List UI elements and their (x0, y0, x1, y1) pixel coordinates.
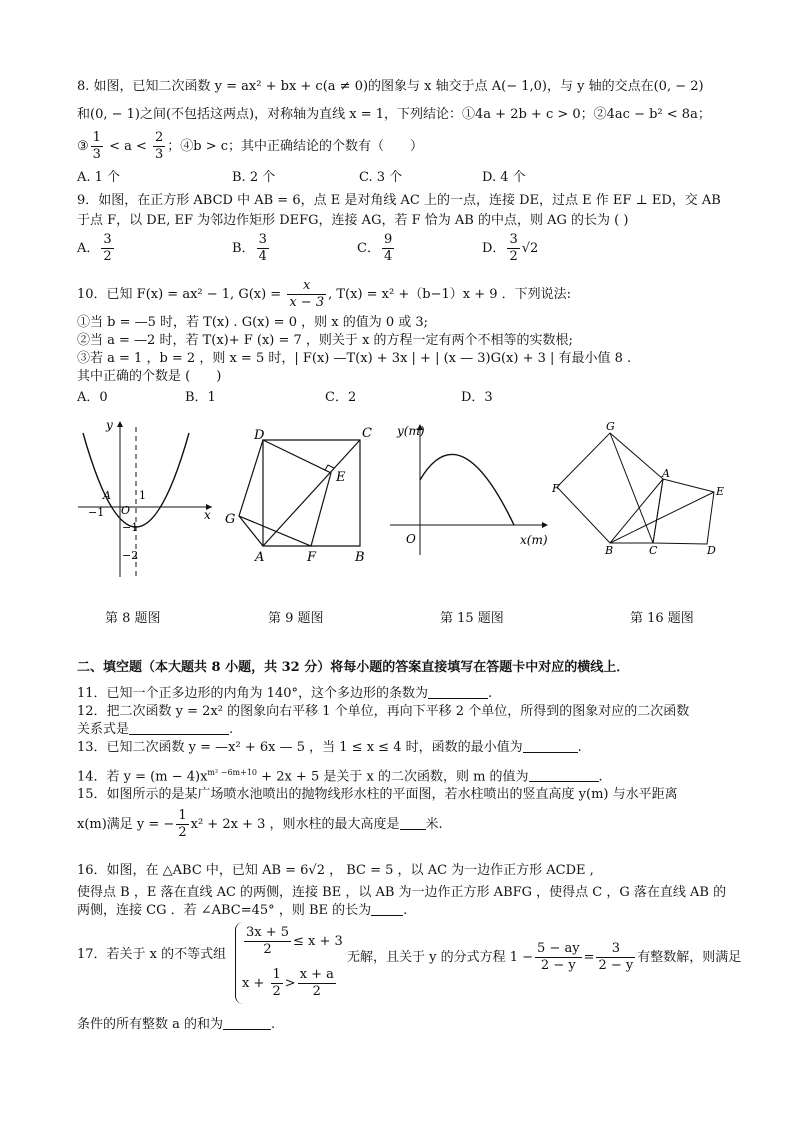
q10-line1-a: 10．已知 F(x) = ax² − 1, G(x) = (77, 287, 286, 302)
fig8-label-a: A (103, 489, 111, 502)
q17-ineq2-small-frac (271, 967, 283, 1000)
q15-text-b: x² + 2x + 3 ，则水柱的最大高度是 (190, 817, 400, 832)
fig8-label-neg1y: −1 (122, 521, 139, 534)
q13 (77, 739, 582, 757)
q13-text: 13．已知二次函数 y = —x² + 6x — 5 ，当 1 ≤ x ≤ 4 时，函数的最小值为 (77, 740, 523, 755)
q8-line3 (77, 130, 423, 163)
fig15-label-y: y(m) (397, 424, 425, 438)
q8-option-b: B. 2 个 (232, 170, 276, 185)
q10-question: 其中正确的个数是 ( ) (77, 369, 222, 384)
q9-option-c-num: 9 (383, 232, 393, 247)
q9-option-c-den: 4 (383, 249, 393, 264)
fig8-label-y: y (106, 418, 113, 432)
q15-frac (176, 808, 188, 841)
q15-frac-den: 2 (178, 825, 187, 840)
q17-line2 (77, 1016, 275, 1034)
q12-line1: 12．把二次函数 y = 2x² 的图象向右平移 1 个单位，再向下平移 2 个单位，所得到的图象对应的二次函数 (77, 704, 690, 719)
q9-line2: 于点 F，以 DE, EF 为邻边作矩形 DEFG，连接 AG，若 F 恰为 AB 的中点，则 AG 的长为 ( ) (77, 213, 629, 228)
q8-frac2 (153, 130, 165, 163)
fig15-label-x: x(m) (520, 533, 548, 547)
q10-statement2: ②当 a = —2 时，若 T(x)+ F (x) = 7 ，则关于 x 的方程一定有两个不相等的实数根; (77, 333, 573, 348)
q9-option-d-frac (507, 232, 519, 265)
q12-line2 (77, 721, 233, 739)
q9-option-a-num: 3 (103, 232, 112, 247)
q8-line3-a: ③ (77, 139, 89, 154)
q12-text: 关系式是 (77, 722, 130, 737)
fig9-label-f: F (307, 550, 317, 565)
q8-line3-c: ；④b > c；其中正确结论的个数有（ ） (167, 139, 424, 154)
q8-frac1-den: 3 (92, 147, 101, 162)
q17-ineq2-den: 2 (312, 984, 321, 999)
q16-line3 (77, 902, 407, 920)
q10-g-frac (287, 278, 326, 311)
fig8-label-o: O (121, 504, 131, 517)
q9-option-b-num: 3 (258, 232, 267, 247)
fig9-label-e: E (336, 470, 346, 485)
q9-option-c-frac (382, 232, 394, 265)
caption-fig16: 第 16 题图 (630, 611, 694, 626)
fig16-label-c: C (649, 544, 658, 557)
fig15-water-arc (420, 454, 514, 525)
section-2-header: 二、填空题（本大题共 8 小题，共 32 分）将每小题的答案直接填写在答题卡中对应的横线上． (77, 660, 630, 675)
q11-end: . (488, 686, 493, 701)
q17-equation (347, 941, 741, 974)
q9-option-b-frac (257, 232, 269, 265)
q17-inequality-1 (242, 925, 343, 958)
caption-fig9: 第 9 题图 (268, 611, 324, 626)
q14-exponent: m² −6m+10 (207, 768, 258, 777)
fig8-y-arrow (117, 421, 123, 427)
q11 (77, 685, 492, 703)
fig8-label-x: x (204, 508, 211, 522)
fig15-x-arrow (542, 522, 548, 528)
fig8-label-neg1x: −1 (88, 506, 105, 519)
q17-eq-den1: 2 − y (540, 958, 576, 973)
q9-option-a-label: A． (77, 241, 100, 256)
q17-end: . (271, 1017, 276, 1032)
q17-ineq2-head: x + (242, 976, 269, 991)
q17-ineq2-fd: 2 (272, 984, 281, 999)
figure-9 (222, 425, 382, 565)
q9-option-b-label: B． (232, 241, 255, 256)
q17-eq-mid: = (583, 950, 595, 965)
q12-answer-blank[interactable] (129, 721, 229, 735)
fig9-rectangle-defg (239, 440, 331, 546)
fig8-label-neg2: −2 (122, 549, 139, 562)
q9-option-b-den: 4 (258, 249, 267, 264)
figure-15 (390, 420, 550, 560)
q8-option-a: A. 1 个 (77, 170, 121, 185)
q14-text-a: 14．若 y = (m − 4)x (77, 769, 208, 785)
q8-frac1-num: 1 (92, 130, 101, 145)
fig16-label-b: B (605, 544, 614, 557)
q8-option-c: C. 3 个 (359, 170, 403, 185)
fig15-label-o: O (406, 532, 416, 546)
fig16-label-g: G (606, 420, 615, 433)
q10-option-c: C．2 (325, 390, 357, 405)
q17-eq-num2: 3 (596, 941, 635, 958)
q9-option-a (77, 232, 116, 265)
q8-line1: 8. 如图，已知二次函数 y = ax² + bx + c(a ≠ 0)的图象与 x 轴交于点 A(− 1,0)，与 y 轴的交点在(0, − 2) (77, 79, 704, 94)
q9-option-d-den: 2 (509, 249, 518, 264)
caption-fig8: 第 8 题图 (105, 611, 161, 626)
q14 (77, 764, 603, 786)
q15-frac-num: 1 (178, 808, 187, 823)
fig9-diagonal-ac (263, 440, 360, 546)
fig9-label-g: G (225, 512, 236, 527)
q10-line1 (77, 278, 571, 311)
q17-ineq2-frac (298, 967, 336, 1000)
q10-statement1: ①当 b = —5 时，若 T(x) . G(x) = 0 ，则 x 的值为 0 或 3; (77, 315, 429, 330)
q16-answer-blank[interactable] (371, 902, 403, 916)
q10-statement3: ③若 a = 1 ，b = 2 ，则 x = 5 时，| F(x) —T(x) + 3x | + | (x — 3)G(x) + 3 | 有最小值 8 . (77, 351, 632, 366)
q9-option-a-den: 2 (103, 249, 112, 264)
q17-lead: 17．若关于 x 的不等式组 (77, 947, 227, 962)
q9-option-d-tail: √2 (521, 241, 539, 256)
q15-line2 (77, 808, 443, 841)
q10-option-a: A．0 (77, 390, 108, 405)
q17-line2-text: 条件的所有整数 a 的和为 (77, 1017, 224, 1032)
q11-text: 11．已知一个正多边形的内角为 140°，这个多边形的条数为 (77, 686, 428, 701)
q17-ineq1-num: 3x + 5 (246, 925, 290, 940)
q16-line1: 16．如图，在 △ABC 中，已知 AB = 6√2 ， BC = 5 ，以 AC 为一边作正方形 ACDE , (77, 863, 594, 878)
q9-option-c-label: C． (357, 241, 380, 256)
q10-option-d: D．3 (461, 390, 493, 405)
fig9-label-c: C (362, 426, 372, 441)
fig16-label-d: D (707, 544, 716, 557)
q17-answer-blank[interactable] (223, 1016, 271, 1030)
q8-frac2-num: 2 (155, 130, 164, 145)
q9-option-d-label: D． (482, 241, 506, 256)
fig16-segment-be (610, 492, 714, 543)
q9-option-d (482, 232, 538, 265)
q9-line1: 9．如图，在正方形 ABCD 中 AB = 6，点 E 是对角线 AC 上的一点，连接 DE，过点 E 作 EF ⊥ ED，交 AB (77, 193, 721, 208)
q15-text-a: x(m)满足 y = − (77, 817, 175, 832)
q9-option-a-frac (101, 232, 113, 265)
q17-eq-frac2 (596, 941, 635, 974)
fig9-label-b: B (355, 550, 365, 565)
q17-mid: 无解，且关于 y 的分式方程 1 − (347, 950, 534, 965)
q10-line1-b: , T(x) = x² +（b−1）x + 9 ．下列说法: (328, 287, 572, 302)
q11-answer-blank[interactable] (428, 685, 488, 699)
q17-ineq2-mid: > (284, 976, 296, 991)
figure-8 (78, 415, 218, 580)
q15-line1: 15．如图所示的是某广场喷水池喷出的抛物线形水柱的平面图，若水柱喷出的竖直高度 y(m) 与水平距离 (77, 787, 678, 802)
q10-g-num: x (287, 278, 326, 295)
q9-option-c (357, 232, 396, 265)
q16-text: 两侧，连接 CG ．若 ∠ABC=45° ，则 BE 的长为 (77, 903, 372, 918)
q13-answer-blank[interactable] (523, 739, 578, 753)
q17-eq-num1: 5 − ay (537, 941, 580, 956)
q16-line2: 使得点 B ，E 落在直线 AC 的两侧，连接 BE ，以 AB 为一边作正方形 ABFG ，使得点 C ，G 落在直线 AB 的 (77, 885, 727, 900)
q8-option-d: D. 4 个 (482, 170, 526, 185)
fig16-segment-cg (610, 433, 653, 543)
q13-end: . (577, 740, 582, 755)
q8-frac1 (91, 130, 103, 163)
q14-text-b: + 2x + 5 是关于 x 的二次函数，则 m 的值为 (257, 769, 529, 785)
q17-tail: 有整数解，则满足 (637, 950, 742, 965)
q17-ineq1-tail: ≤ x + 3 (293, 934, 343, 949)
q17-ineq1-frac (244, 925, 291, 958)
fig9-label-a: A (255, 550, 265, 565)
q9-option-d-num: 3 (509, 232, 518, 247)
q17-ineq2-num: x + a (299, 967, 334, 982)
fig16-square-abfg (557, 433, 663, 543)
q8-frac2-den: 3 (155, 147, 164, 162)
fig9-label-d: D (254, 428, 265, 443)
q14-end: . (598, 769, 603, 785)
caption-fig15: 第 15 题图 (440, 611, 504, 626)
q17-eq-den2: 2 − y (598, 958, 634, 973)
q10-option-b: B．1 (185, 390, 216, 405)
q17-inequality-2 (242, 967, 338, 1000)
q9-option-b (232, 232, 271, 265)
figure-16 (553, 420, 728, 555)
q15-end: 米. (425, 817, 443, 832)
q17-eq-frac1 (535, 941, 582, 974)
q12-end: . (229, 722, 234, 737)
fig16-square-acde (653, 479, 714, 544)
q14-answer-blank[interactable] (529, 768, 599, 782)
q8-line2: 和(0, − 1)之间(不包括这两点)，对称轴为直线 x = 1，下列结论：①4a + 2b + c > 0；②4ac − b² < 8a； (77, 107, 711, 122)
q17-ineq2-fn: 1 (272, 967, 281, 982)
fig16-label-a: A (662, 467, 670, 480)
q8-line3-b: < a < (104, 139, 152, 154)
q17-ineq1-den: 2 (263, 942, 272, 957)
q10-g-den: x − 3 (289, 295, 325, 310)
q16-end: . (403, 903, 408, 918)
fig16-label-f: F (552, 482, 560, 495)
fig16-label-e: E (716, 485, 725, 498)
fig8-label-one: 1 (139, 489, 146, 502)
q15-answer-blank[interactable] (400, 816, 426, 830)
